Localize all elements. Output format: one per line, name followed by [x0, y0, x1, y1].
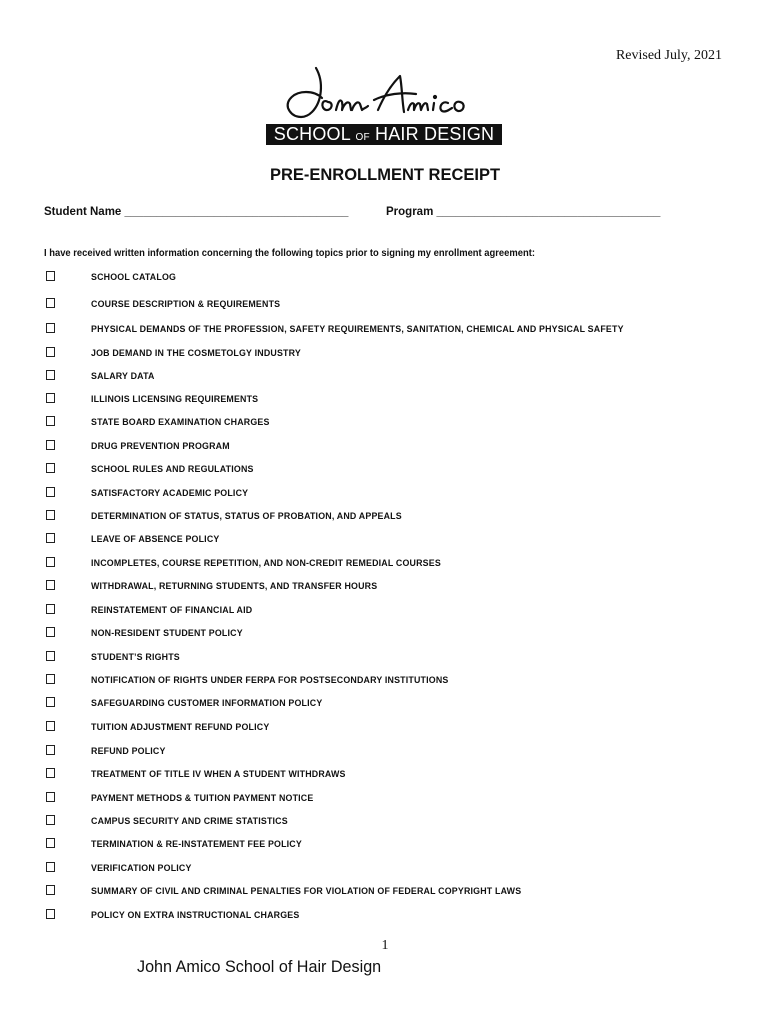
checklist-item: [0, 533, 770, 549]
checkbox[interactable]: [46, 674, 55, 684]
checklist-item: [0, 697, 770, 713]
checkbox[interactable]: [46, 909, 55, 919]
checklist-item: [0, 347, 770, 363]
page-title: PRE-ENROLLMENT RECEIPT: [269, 166, 501, 184]
checkbox[interactable]: [46, 862, 55, 872]
checkbox[interactable]: [46, 768, 55, 778]
checklist-label: DETERMINATION OF STATUS, STATUS OF PROBATION, AND APPEALS: [91, 511, 402, 522]
checkbox[interactable]: [46, 792, 55, 802]
checkbox[interactable]: [46, 323, 55, 333]
checkbox[interactable]: [46, 393, 55, 403]
checklist-item: [0, 627, 770, 643]
checklist-label: PHYSICAL DEMANDS OF THE PROFESSION, SAFETY REQUIREMENTS, SANITATION, CHEMICAL AND PHYSICAL SAFETY: [91, 324, 624, 335]
checklist-label: TUITION ADJUSTMENT REFUND POLICY: [91, 722, 270, 733]
checklist-label: SAFEGUARDING CUSTOMER INFORMATION POLICY: [91, 698, 323, 709]
checklist-label: SALARY DATA: [91, 371, 155, 382]
checklist-item: [0, 604, 770, 620]
checklist-item: [0, 721, 770, 737]
checklist-item: [0, 393, 770, 409]
checklist-label: INCOMPLETES, COURSE REPETITION, AND NON-CREDIT REMEDIAL COURSES: [91, 558, 441, 569]
checkbox[interactable]: [46, 697, 55, 707]
checkbox[interactable]: [46, 721, 55, 731]
checklist-item: [0, 768, 770, 784]
checklist-label: TERMINATION & RE-INSTATEMENT FEE POLICY: [91, 839, 302, 850]
revised-date: Revised July, 2021: [615, 48, 722, 63]
footer-school-name: John Amico School of Hair Design: [137, 957, 382, 976]
checklist-item: [0, 838, 770, 854]
checkbox[interactable]: [46, 533, 55, 543]
checkbox[interactable]: [46, 347, 55, 357]
checkbox[interactable]: [46, 463, 55, 473]
checkbox[interactable]: [46, 487, 55, 497]
checkbox[interactable]: [46, 885, 55, 895]
checkbox[interactable]: [46, 745, 55, 755]
checklist-label: NOTIFICATION OF RIGHTS UNDER FERPA FOR POSTSECONDARY INSTITUTIONS: [91, 675, 449, 686]
checkbox[interactable]: [46, 580, 55, 590]
checklist-label: JOB DEMAND IN THE COSMETOLGY INDUSTRY: [91, 348, 301, 359]
checklist-item: [0, 370, 770, 386]
checkbox[interactable]: [46, 416, 55, 426]
checklist-label: LEAVE OF ABSENCE POLICY: [91, 534, 220, 545]
checklist-item: [0, 815, 770, 831]
checklist-item: [0, 510, 770, 526]
checklist-item: [0, 862, 770, 878]
checklist-item: [0, 416, 770, 432]
checklist-label: STUDENT’S RIGHTS: [91, 652, 180, 663]
checklist-item: [0, 463, 770, 479]
checklist-label: VERIFICATION POLICY: [91, 863, 192, 874]
checkbox[interactable]: [46, 838, 55, 848]
checkbox[interactable]: [46, 298, 55, 308]
checkbox[interactable]: [46, 604, 55, 614]
checklist-label: TREATMENT OF TITLE IV WHEN A STUDENT WITHDRAWS: [91, 769, 346, 780]
checklist-item: [0, 487, 770, 503]
checkbox[interactable]: [46, 370, 55, 380]
logo-word-hair-design: HAIR DESIGN: [375, 124, 495, 144]
checklist-label: STATE BOARD EXAMINATION CHARGES: [91, 417, 270, 428]
checklist-label: COURSE DESCRIPTION & REQUIREMENTS: [91, 299, 281, 310]
checklist-label: SUMMARY OF CIVIL AND CRIMINAL PENALTIES FOR VIOLATION OF FEDERAL COPYRIGHT LAWS: [91, 886, 522, 897]
checklist-item: [0, 745, 770, 761]
checkbox[interactable]: [46, 557, 55, 567]
checkbox[interactable]: [46, 651, 55, 661]
checklist-label: ILLINOIS LICENSING REQUIREMENTS: [91, 394, 259, 405]
checkbox[interactable]: [46, 271, 55, 281]
checklist-label: REINSTATEMENT OF FINANCIAL AID: [91, 605, 253, 616]
checklist-label: SCHOOL RULES AND REGULATIONS: [91, 464, 254, 475]
intro-statement: I have received written information concerning the following topics prior to signing my enrollment agreement:: [44, 248, 535, 259]
checkbox[interactable]: [46, 815, 55, 825]
program-field[interactable]: Program ___________________________________: [386, 206, 661, 218]
checkbox[interactable]: [46, 510, 55, 520]
logo-word-school: SCHOOL: [273, 124, 351, 144]
checklist-item: [0, 909, 770, 925]
checklist-label: NON-RESIDENT STUDENT POLICY: [91, 628, 243, 639]
checklist-item: [0, 271, 770, 287]
checklist-label: PAYMENT METHODS & TUITION PAYMENT NOTICE: [91, 793, 314, 804]
checklist-label: REFUND POLICY: [91, 746, 166, 757]
checklist-item: [0, 885, 770, 901]
logo-word-of: OF: [355, 132, 370, 143]
checklist-label: POLICY ON EXTRA INSTRUCTIONAL CHARGES: [91, 910, 300, 921]
checklist-label: WITHDRAWAL, RETURNING STUDENTS, AND TRANSFER HOURS: [91, 581, 378, 592]
checklist-label: CAMPUS SECURITY AND CRIME STATISTICS: [91, 816, 288, 827]
student-name-field[interactable]: Student Name ___________________________________: [44, 206, 349, 218]
checklist-item: [0, 440, 770, 456]
page-number: 1: [381, 938, 389, 953]
checkbox[interactable]: [46, 627, 55, 637]
checklist-item: [0, 651, 770, 667]
checklist-label: SATISFACTORY ACADEMIC POLICY: [91, 488, 249, 499]
checkbox[interactable]: [46, 440, 55, 450]
checklist-label: DRUG PREVENTION PROGRAM: [91, 441, 230, 452]
checklist-label: SCHOOL CATALOG: [91, 272, 177, 283]
checklist-item: [0, 557, 770, 573]
checklist-item: [0, 674, 770, 690]
checklist-item: [0, 792, 770, 808]
checklist-item: [0, 298, 770, 314]
checklist-item: [0, 580, 770, 596]
checklist-item: [0, 323, 770, 339]
